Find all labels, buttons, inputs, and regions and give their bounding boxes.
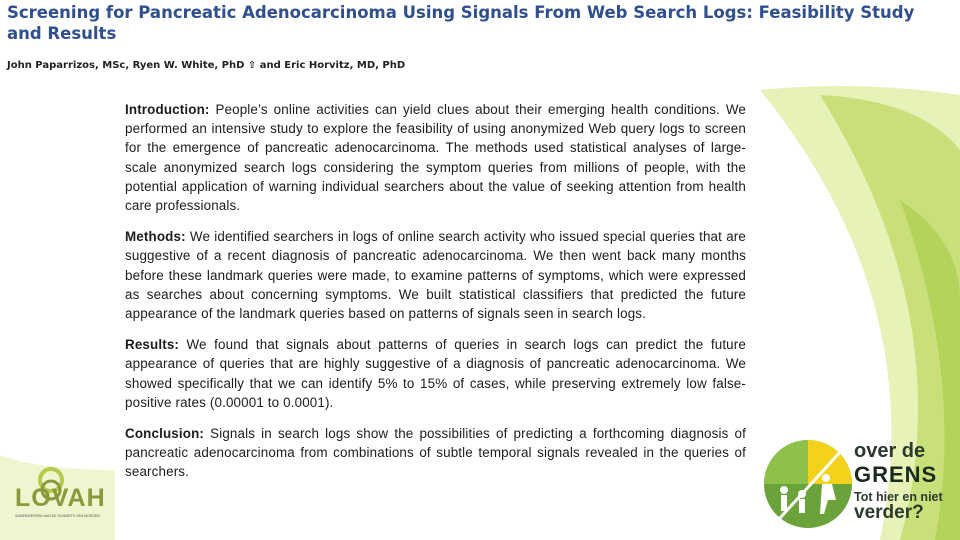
abstract-results bbox=[125, 335, 746, 412]
lovah-subtitle: SAMENWERKEN AAN DE HUISARTS VAN MORGEN bbox=[15, 514, 100, 518]
results-text: We found that signals about patterns of queries in search logs can predict the future appearance of queries that are highly suggestive of a diagnosis of pancreatic adenocarcinoma. We showed specifically that we can identify 5% to 15% of cases, while preserving extremely low false-positive rates (0.00001 to 0.0001). bbox=[125, 337, 746, 410]
over-de-grens-logo bbox=[762, 438, 958, 538]
page-title: Screening for Pancreatic Adenocarcinoma Using Signals From Web Search Logs: Feasibility Study and Results bbox=[7, 3, 915, 43]
conclusion-text: Signals in search logs show the possibilities of predicting a forthcoming diagnosis of pancreatic adenocarcinoma from combinations of subtle temporal signals revealed in the queries of searchers. bbox=[125, 426, 746, 480]
introduction-heading: Introduction: bbox=[125, 102, 210, 117]
abstract-conclusion bbox=[125, 424, 746, 482]
lovah-logo bbox=[12, 462, 112, 532]
grens-emblem-icon bbox=[762, 438, 854, 530]
abstract-introduction bbox=[125, 100, 746, 215]
abstract-card bbox=[115, 90, 759, 532]
methods-heading: Methods: bbox=[125, 229, 186, 245]
abstract-methods bbox=[125, 227, 746, 323]
grens-line3: Tot hier en niet bbox=[854, 490, 943, 504]
lovah-wordmark: LOVAH bbox=[15, 484, 106, 512]
grens-line4: verder? bbox=[854, 502, 924, 523]
grens-line1: over de bbox=[854, 440, 926, 462]
results-heading: Results: bbox=[125, 337, 180, 353]
introduction-text: People’s online activities can yield clues about their emerging health conditions. We performed an intensive study to explore the feasibility of using anonymized Web query logs to screen for the emergence of pancreatic adenocarcinoma. The methods used statistical analyses of large-scale anonymized search logs considering the symptom queries from millions of people, with the potential application of warning individual searchers about the value of seeking attention from health care professionals. bbox=[125, 102, 746, 214]
authors-line: John Paparrizos, MSc, Ryen W. White, PhD ⇧ and Eric Horvitz, MD, PhD bbox=[7, 60, 406, 71]
methods-text: We identified searchers in logs of online search activity who issued special queries that are suggestive of a recent diagnosis of pancreatic adenocarcinoma. We then went back many months before these landmark queries were made, to examine patterns of symptoms, which were expressed as searches about concerning symptoms. We built statistical classifiers that predicted the future appearance of the landmark queries based on patterns of signals seen in search logs. bbox=[125, 229, 747, 322]
abstract-text bbox=[125, 100, 746, 494]
conclusion-heading: Conclusion: bbox=[125, 426, 205, 442]
grens-line2: GRENS bbox=[854, 462, 938, 487]
